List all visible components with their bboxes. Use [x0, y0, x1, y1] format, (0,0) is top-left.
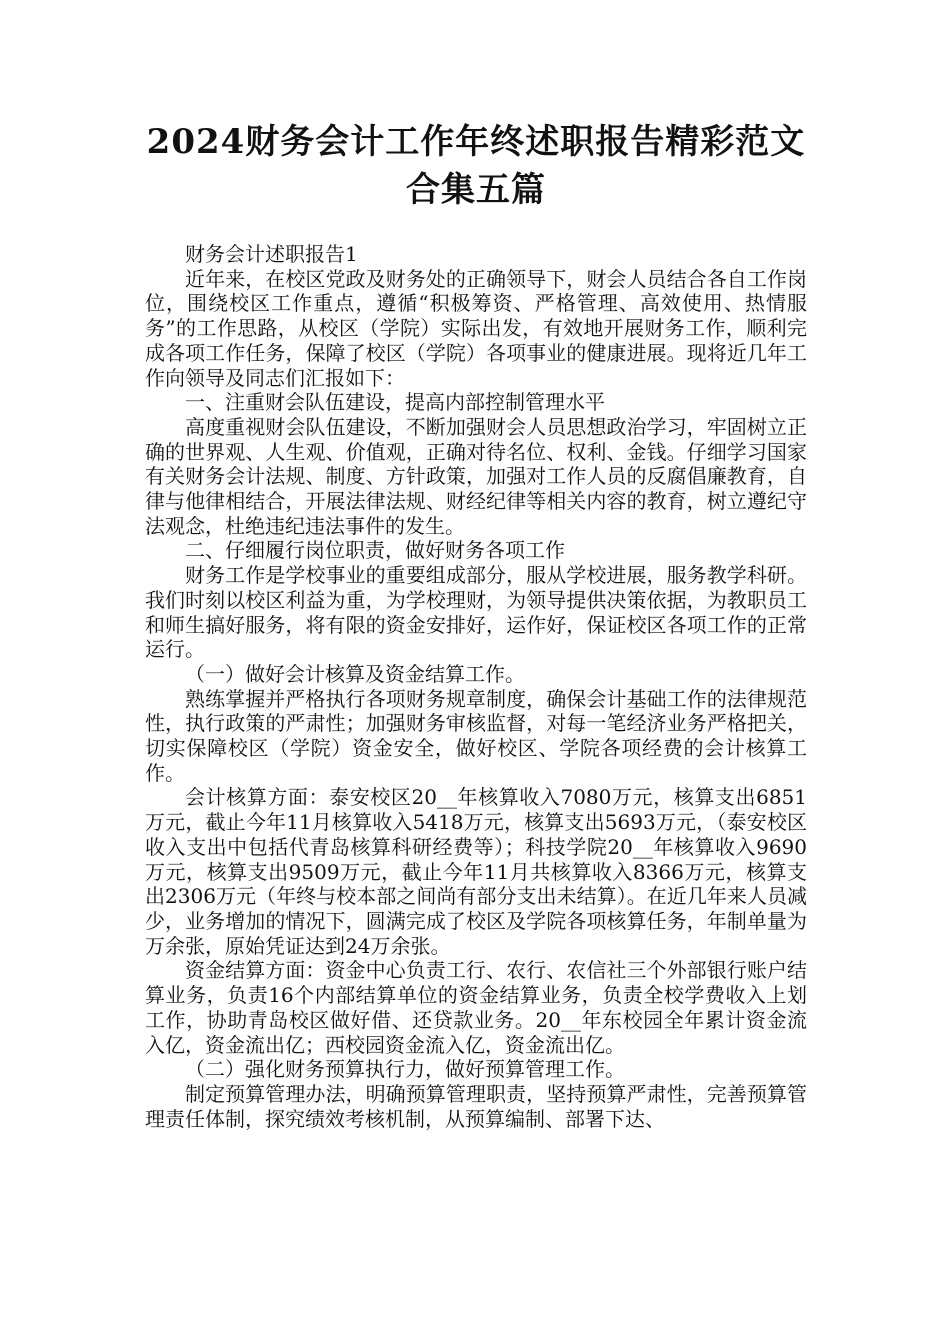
- body-paragraph: 高度重视财会队伍建设，不断加强财会人员思想政治学习，牢固树立正确的世界观、人生观、价值观，正确对待名位、权利、金钱。仔细学习国家有关财务会计法规、制度、方针政策，加强对工作人员的反腐倡廉教育，自律与他律相结合，开展法律法规、财经纪律等相关内容的教育，树立遵纪守法观念，杜绝违纪违法事件的发生。: [145, 414, 807, 538]
- report-heading: 财务会计述职报告1: [185, 242, 358, 266]
- document-page: [145, 118, 807, 1131]
- body-paragraph: 制定预算管理办法，明确预算管理职责，坚持预算严肃性，完善预算管理责任体制，探究绩效考核机制，从预算编制、部署下达、: [145, 1081, 807, 1131]
- body-paragraph: 财务工作是学校事业的重要组成部分，服从学校进展，服务教学科研。我们时刻以校区利益为重，为学校理财，为领导提供决策依据，为教职员工和师生搞好服务，将有限的资金安排好，运作好，保证校区各项工作的正常运行。: [145, 563, 807, 662]
- document-body: [145, 242, 807, 1131]
- document-title: [145, 118, 807, 214]
- subsection-heading-2: （二）强化财务预算执行力，做好预算管理工作。: [185, 1057, 625, 1082]
- section-heading-2: 二、仔细履行岗位职责，做好财务各项工作: [185, 538, 565, 563]
- accounting-paragraph: 会计核算方面：泰安校区20__年核算收入7080万元，核算支出6851万元，截止今年11月核算收入5418万元，核算支出5693万元，（泰安校区收入支出中包括代青岛核算科研经费等）；科技学院20__年核算收入9690万元，核算支出9509万元，截止今年11月共核算收入8366万元，核算支出2306万元（年终与校本部之间尚有部分支出未结算）。在近几年来人员减少，业务增加的情况下，圆满完成了校区及学院各项核算任务，年制单量为万余张，原始凭证达到24万余张。: [145, 785, 807, 958]
- section-heading-1: 一、注重财会队伍建设，提高内部控制管理水平: [185, 390, 605, 415]
- title-line-2: 合集五篇: [406, 170, 546, 210]
- title-line-1: 2024财务会计工作年终述职报告精彩范文: [146, 122, 806, 162]
- body-paragraph: 熟练掌握并严格执行各项财务规章制度，确保会计基础工作的法律规范性，执行政策的严肃性；加强财务审核监督，对每一笔经济业务严格把关，切实保障校区（学院）资金安全，做好校区、学院各项经费的会计核算工作。: [145, 686, 807, 785]
- intro-paragraph: 近年来，在校区党政及财务处的正确领导下，财会人员结合各自工作岗位，围绕校区工作重点，遵循“积极筹资、严格管理、高效使用、热情服务”的工作思路，从校区（学院）实际出发，有效地开展财务工作，顺利完成各项工作任务，保障了校区（学院）各项事业的健康进展。现将近几年工作向领导及同志们汇报如下：: [145, 266, 807, 390]
- settlement-paragraph: 资金结算方面：资金中心负责工行、农行、农信社三个外部银行账户结算业务，负责16个内部结算单位的资金结算业务，负责全校学费收入上划工作，协助青岛校区做好借、还贷款业务。20__年东校园全年累计资金流入亿，资金流出亿；西校园资金流入亿，资金流出亿。: [145, 958, 807, 1057]
- subsection-heading-1: （一）做好会计核算及资金结算工作。: [185, 661, 525, 686]
